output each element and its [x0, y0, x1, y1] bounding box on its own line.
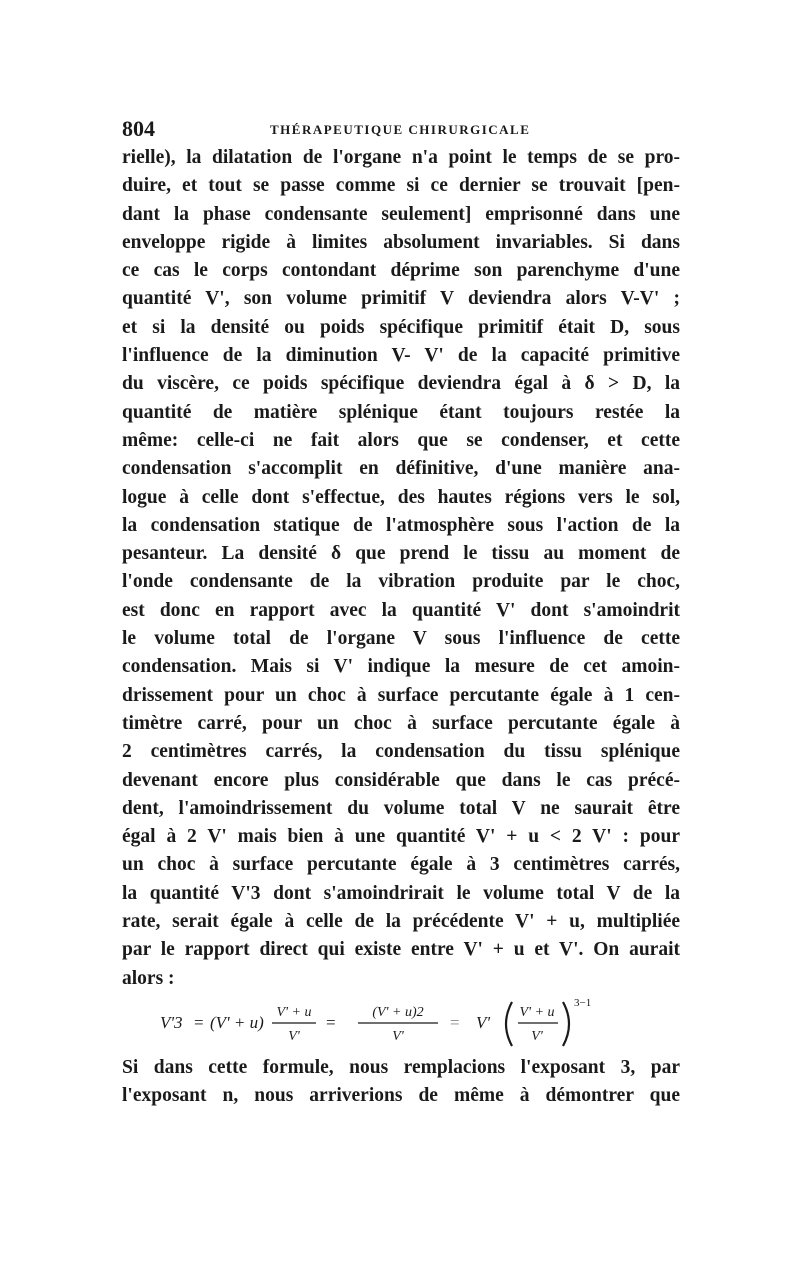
equation — [160, 992, 680, 1052]
fraction-numerator: V' + u — [519, 1005, 555, 1020]
fraction-denominator: V' — [531, 1029, 543, 1044]
fraction-denominator: V' — [392, 1029, 404, 1044]
equation-lhs: V'3 — [160, 1013, 183, 1032]
equation-equals: = — [450, 1013, 460, 1032]
text-line: enveloppe rigide à limites absolument invariables. Si dans — [122, 231, 680, 253]
fraction-numerator: V' + u — [276, 1005, 312, 1020]
equation-svg — [160, 992, 680, 1052]
text-line: du viscère, ce poids spécifique deviendra égal à δ > D, la — [122, 373, 680, 395]
text-line: dent, l'amoindrissement du volume total V ne saurait être — [122, 797, 680, 819]
text-line: duire, et tout se passe comme si ce dernier se trouvait [pen- — [122, 175, 680, 197]
text-line: par le rapport direct qui existe entre V' + u et V'. On aurait — [122, 939, 680, 961]
text-line: rate, serait égale à celle de la précédente V' + u, multipliée — [122, 911, 680, 933]
equation-term: V' — [476, 1013, 491, 1032]
equation-term: (V' + u) — [210, 1013, 264, 1032]
text-line: l'onde condensante de la vibration produite par le choc, — [122, 571, 680, 593]
text-line: l'influence de la diminution V- V' de la capacité primitive — [122, 345, 680, 367]
running-head: THÉRAPEUTIQUE CHIRURGICALE — [270, 122, 531, 137]
equation-exponent: 3−1 — [574, 997, 592, 1009]
text-line: le volume total de l'organe V sous l'influence de cette — [122, 628, 680, 650]
text-line: condensation s'accomplit en définitive, d'une manière ana- — [122, 458, 680, 480]
text-line: condensation. Mais si V' indique la mesure de cet amoin- — [122, 656, 680, 678]
text-line: 2 centimètres carrés, la condensation du tissu splénique — [122, 741, 680, 763]
text-line: devenant encore plus considérable que dans le cas précé- — [122, 769, 680, 791]
text-line: même: celle-ci ne fait alors que se condenser, et cette — [122, 429, 680, 451]
right-parenthesis — [563, 1002, 569, 1046]
body-paragraph — [122, 144, 680, 993]
text-line: drissement pour un choc à surface percutante égale à 1 cen- — [122, 684, 680, 706]
text-line: rielle), la dilatation de l'organe n'a point le temps de se pro- — [122, 147, 680, 168]
equation-equals: = — [194, 1013, 204, 1032]
text-line: logue à celle dont s'effectue, des hautes régions vers le sol, — [122, 486, 680, 508]
text-line: quantité V', son volume primitif V deviendra alors V-V' ; — [122, 288, 680, 310]
text-line: quantité de matière splénique étant toujours restée la — [122, 401, 680, 423]
text-line: et si la densité ou poids spécifique primitif était D, sous — [122, 316, 680, 338]
left-parenthesis — [506, 1002, 512, 1046]
text-line: ce cas le corps contondant déprime son parenchyme d'une — [122, 260, 680, 282]
page-header — [122, 116, 682, 146]
equation-equals: = — [326, 1013, 336, 1032]
text-line: alors : — [122, 967, 175, 989]
fraction-denominator: V' — [288, 1029, 300, 1044]
text-line: la quantité V'3 dont s'amoindrirait le volume total V de la — [122, 882, 680, 904]
text-line: l'exposant n, nous arriverions de même à démontrer que — [122, 1085, 680, 1107]
text-line: la condensation statique de l'atmosphère sous l'action de la — [122, 514, 680, 536]
text-line: égal à 2 V' mais bien à une quantité V' + u < 2 V' : pour — [122, 826, 680, 848]
fraction-numerator: (V' + u)2 — [372, 1005, 424, 1020]
text-line: Si dans cette formule, nous remplacions l'exposant 3, par — [122, 1057, 680, 1078]
page-number: 804 — [122, 116, 155, 141]
text-line: pesanteur. La densité δ que prend le tissu au moment de — [122, 543, 680, 565]
text-line: timètre carré, pour un choc à surface percutante égale à — [122, 712, 680, 734]
text-line: dant la phase condensante seulement] emprisonné dans une — [122, 203, 680, 225]
text-line: un choc à surface percutante égale à 3 centimètres carrés, — [122, 854, 680, 876]
text-line: est donc en rapport avec la quantité V' dont s'amoindrit — [122, 599, 680, 621]
closing-paragraph — [122, 1054, 680, 1111]
